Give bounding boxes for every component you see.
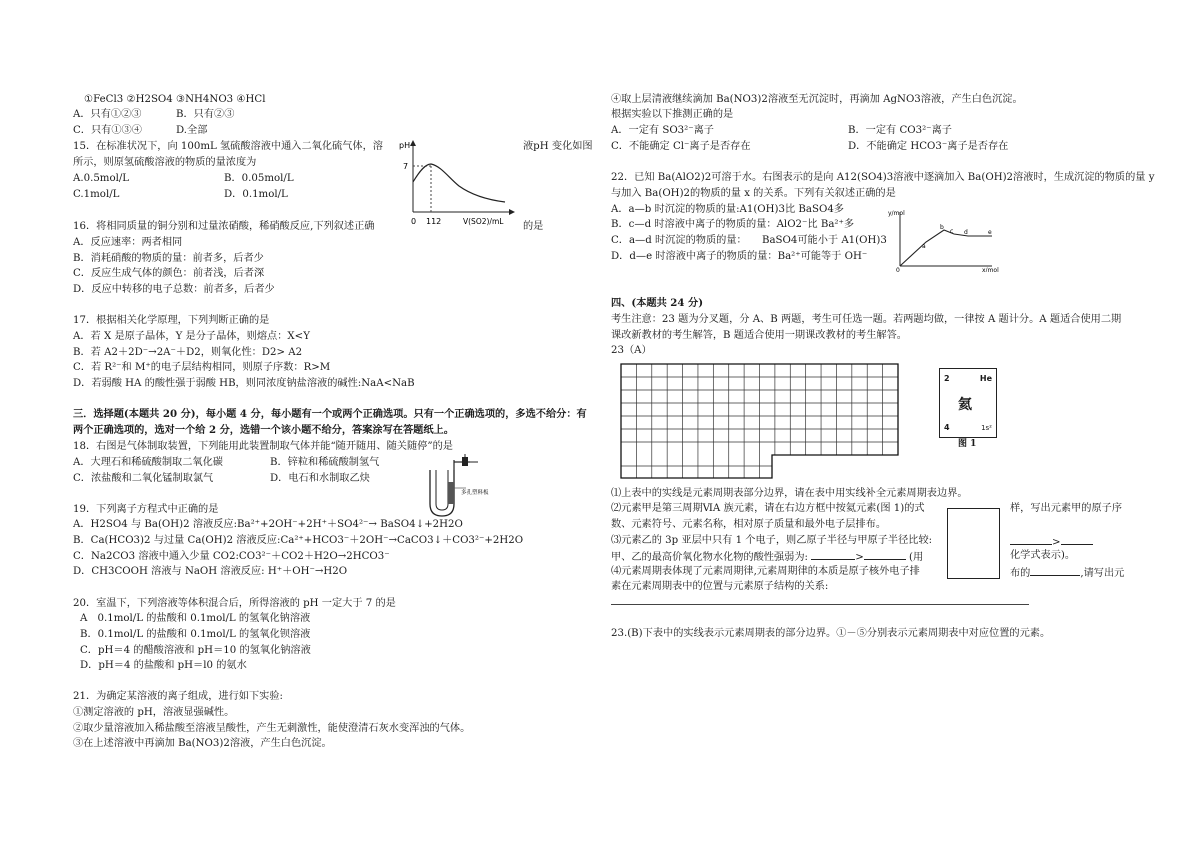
section-3-header-line2: 两个正确选项的，选对一个给 2 分，选错一个该小题不给分，答案涂写在答题纸上。 [73,424,454,436]
acid-blank-2[interactable] [864,549,906,560]
periodic-table-grid[interactable] [620,363,900,481]
precipitate-graph [888,206,1003,272]
q17-option-b: B．若 A2＋2D⁻→2A⁻＋D2，则氧化性：D2> A2 [73,347,303,358]
q16-option-c: C．反应生成气体的颜色：前者浅，后者深 [73,268,265,279]
q14-option-c: C．只有①③④ [73,125,142,136]
ph-graph-x-label: V(SO2)/mL [463,217,504,226]
q23-part-4a: ⑷元素周期表体现了元素周期律,元素周期律的本质是原子核外电子排 [611,566,920,577]
ph-graph-y-label: pH [399,141,411,150]
q15-option-c: C.1mol/L [73,189,120,200]
q23-part-3a: ⑶元素乙的 3p 亚层中只有 1 个电子，则乙原子半径与甲原子半径比较: [611,535,933,546]
q16-option-a: A．反应速率：两者相同 [73,237,183,248]
q23a-label: 23（A） [611,345,652,356]
point-e-label: e [988,229,992,236]
q20-option-a: A 0.1mol/L 的盐酸和 0.1mol/L 的氢氧化钠溶液 [80,613,311,624]
q16-option-b: B．消耗硝酸的物质的量：前者多，后者少 [73,253,264,264]
q14-options: ①FeCl3 ②H2SO4 ③NH4NO3 ④HCl [84,94,266,105]
q23-part-2c: 数、元素符号、元素名称，相对原子质量和最外电子层排布。 [611,519,887,530]
q20-stem: 20．室温下，下列溶液等体积混合后，所得溶液的 pH 一定大于 7 的是 [73,598,396,609]
radius-blank-2[interactable] [1061,534,1093,545]
q14-option-d: D.全部 [176,125,208,136]
u-tube-liquid [448,482,454,504]
ph-graph-x-tick: 112 [426,217,442,226]
section-4-title: 四、(本题共 24 分) [611,297,704,309]
periodicity-blank[interactable] [1030,565,1080,576]
q17-option-d: D．若弱酸 HA 的酸性强于弱酸 HB，则同浓度钠盐溶液的碱性:NaA<NaB [73,378,415,389]
q23-part-3c-text: 甲、乙的最高价氧化物水化物的酸性强弱为: [611,552,808,563]
apparatus-label: 多孔塑料板 [461,490,489,496]
q19-option-d: D．CH3COOH 溶液与 NaOH 溶液反应: H⁺＋OH⁻→H2O [73,566,348,577]
q23-part-4c-text: ,请写出元 [1080,568,1125,579]
q17-stem: 17．根据相关化学原理，下列判断正确的是 [73,315,270,326]
q21-option-b: B．一定有 CO3²⁻离子 [848,125,952,136]
element-symbol: He [979,374,992,383]
q18-option-b: B．锌粒和稀硫酸制氢气 [270,457,380,468]
q15-option-a: A.0.5mol/L [73,173,130,184]
q21-step-1: ①测定溶液的 pH，溶液显强碱性。 [73,707,235,718]
q16-stem-a: 16．将相同质量的铜分别和过量浓硝酸，稀硝酸反应,下列叙述正确 [73,221,375,232]
q22-option-b: B．c—d 时溶液中离子的物质的量：AlO2⁻比 Ba²⁺多 [611,219,855,230]
stopcock-icon [462,457,468,466]
section-4-note-line2: 课改新教材的考生解答，B 题适合使用一期课改教材的考生解答。 [611,330,907,341]
precipitate-origin: 0 [896,267,900,272]
q20-option-c: C．pH＝4 的醋酸溶液和 pH＝10 的氢氧化钠溶液 [80,645,311,656]
section-4-note-line1: 考生注意：23 题为分叉题，分 A、B 两题，考生可任选一题。若两题均做，一律按 A 题计分。A 题适合使用二期 [611,314,1122,325]
q17-option-c: C．若 R²⁻和 M⁺的电子层结构相同，则原子序数：R>M [73,362,331,373]
q16-stem-b: 的是 [523,221,544,232]
q21-option-c: C．不能确定 Cl⁻离子是否存在 [611,141,751,152]
q16-option-d: D．反应中转移的电子总数：前者多，后者少 [73,284,275,295]
acid-gt: > [855,552,864,563]
figure-1-caption: 图 1 [958,439,977,449]
ph-graph-x-arrow [509,209,515,215]
q23-part-2b: 样，写出元素甲的原子序 [1010,503,1123,514]
q23-part-3f: 化学式表示)。 [1010,550,1076,561]
ph-graph-y-tick: 7 [403,162,409,171]
q21-stem: 21．为确定某溶液的离子组成，进行如下实验: [73,691,283,702]
precipitate-y-label: y/mol [888,210,905,217]
precipitate-x-label: x/mol [982,267,999,272]
q19-option-b: B．Ca(HCO3)2 与过量 Ca(OH)2 溶液反应:Ca²⁺+HCO3⁻＋2OH⁻→CaCO3↓＋CO3²⁻+2H2O [73,535,524,546]
q15-option-d: D．0.1mol/L [224,189,288,200]
q22-option-d: D．d—e 时溶液中离子的物质的量：Ba²⁺可能等于 OH⁻ [611,251,868,262]
point-c-label: c [950,228,954,235]
section-3-header-line1: 三．选择题(本题共 20 分)，每小题 4 分，每小题有一个或两个正确选项。只有一个正确选项的，多选不给分：有 [73,408,587,420]
q22-option-c: C．a—d 时沉淀的物质的量： BaSO4可能小于 A1(OH)3 [611,235,887,246]
q20-option-d: D．pH＝4 的盐酸和 pH＝l0 的氨水 [80,660,247,671]
q23b-stem: 23.(B)下表中的实线表示元素周期表的部分边界。①－⑤分别表示元素周期表中对应位置的元素。 [611,628,1051,639]
q22-stem-line1: 22．已知 Ba(AlO2)2可溶于水。右图表示的是向 A12(SO4)3溶液中逐滴加入 Ba(OH)2溶液时，生成沉淀的物质的量 y [611,172,1155,183]
q21-step-3: ③在上述溶液中再滴加 Ba(NO3)2溶液，产生白色沉淀。 [73,738,332,749]
element-config: 1s² [981,424,992,432]
q22-stem-line2: 与加入 Ba(OH)2的物质的量 x 的关系。下列有关叙述正确的是 [611,188,896,199]
q14-option-b: B．只有②③ [176,109,235,120]
q17-option-a: A．若 X 是原子晶体，Y 是分子晶体，则熔点：X<Y [73,331,310,342]
q15-stem-line2: 所示，则原氢硫酸溶液的物质的量浓度为 [73,157,257,168]
q15-option-b: B．0.05mol/L [224,173,294,184]
ph-graph-y-arrow [410,140,416,146]
q23-part-1: ⑴上表中的实线是元素周期表部分边界，请在表中用实线补全元素周期表边界。 [611,488,968,499]
q23-part-3e: (用 [909,552,924,563]
element-mass: 4 [944,423,950,432]
q23-part-4d: 素在元素周期表中的位置与元素原子结构的关系: [611,581,829,592]
q18-option-c: C．浓盐酸和二氧化锰制取氯气 [73,473,214,484]
radius-gt: > [1052,537,1061,548]
q19-stem: 19．下列离子方程式中正确的是 [73,504,219,515]
q19-option-a: A．H2SO4 与 Ba(OH)2 溶液反应:Ba²⁺+2OH⁻+2H⁺＋SO4²⁻→ BaSO4↓+2H2O [73,519,463,530]
q21-option-d: D．不能确定 HCO3⁻离子是否存在 [848,141,1009,152]
q21-conclusion: 根据实验以下推测正确的是 [611,109,734,120]
q23-part-2a: ⑵元素甲是第三周期ⅥA 族元素，请在右边方框中按氦元素(图 1)的式 [611,503,925,514]
q18-option-d: D．电石和水制取乙炔 [270,473,370,484]
q20-option-b: B．0.1mol/L 的盐酸和 0.1mol/L 的氢氧化钡溶液 [80,629,311,640]
u-tube-apparatus [418,452,508,522]
q21-step-4: ④取上层清液继续滴加 Ba(NO3)2溶液至无沉淀时，再滴加 AgNO3溶液，产生白色沉淀。 [611,94,1023,105]
acid-blank-1[interactable] [811,549,855,560]
ph-graph [393,136,518,228]
helium-element-card [939,368,997,438]
q15-stem-b: 液pH 变化如图 [523,141,593,152]
right-column [600,0,1200,849]
q22-option-a: A．a—b 时沉淀的物质的量:A1(OH)3比 BaSO4多 [611,204,844,215]
element-name: 氦 [958,397,972,413]
q23-part-3c [611,549,923,564]
q21-option-a: A．一定有 SO3²⁻离子 [611,125,714,136]
precipitate-curve [900,230,992,266]
q19-option-c: C．Na2CO3 溶液中通入少量 CO2:CO3²⁻＋CO2＋H2O→2HCO3⁻ [73,551,390,562]
element-answer-box[interactable] [947,508,1000,579]
q15-stem-a: 15．在标准状况下，向 100mL 氢硫酸溶液中通入二氧化硫气体，溶 [73,141,383,152]
q18-option-a: A．大理石和稀硫酸制取二氧化碳 [73,457,223,468]
ph-curve [413,164,505,202]
q23-part-4b-text: 布的 [1010,568,1031,579]
q21-step-2: ②取少量溶液加入稀盐酸至溶液呈酸性，产生无刺激性，能使澄清石灰水变浑浊的气体。 [73,723,471,734]
answer-line[interactable] [611,604,1029,605]
element-number: 2 [944,374,950,383]
radius-blank-1[interactable] [1010,534,1052,545]
point-a-label: a [922,243,926,250]
q14-option-a: A．只有①②③ [73,109,142,120]
q23-radius-compare [1010,534,1093,549]
point-b-label: b [940,224,944,231]
q18-stem: 18．右图是气体制取装置，下列能用此装置制取气体并能“随开随用、随关随停”的是 [73,441,453,452]
point-d-label: d [964,229,968,236]
ph-graph-origin: 0 [411,217,417,226]
q23-part-4b [1010,565,1124,580]
